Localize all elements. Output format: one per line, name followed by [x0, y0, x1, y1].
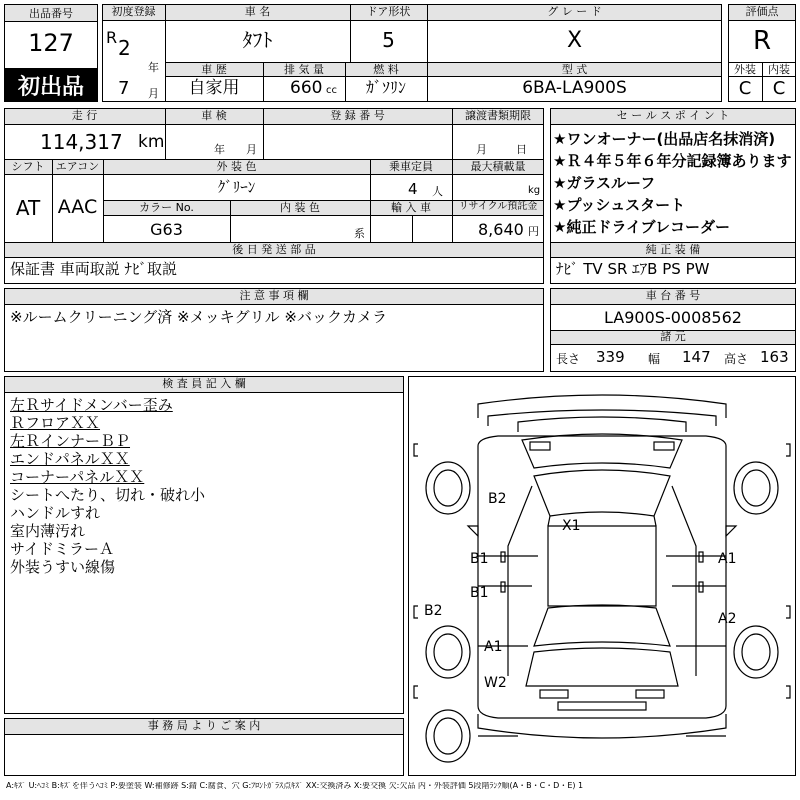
damage-mark: A1	[718, 551, 737, 567]
recycle-unit: 円	[528, 225, 539, 238]
damage-mark: B2	[488, 491, 507, 507]
sales-point: ★ガラスルーフ	[553, 174, 656, 192]
ac-label: エアコン	[55, 160, 100, 173]
inspector-note: ＲフロアＸＸ	[10, 414, 101, 432]
damage-mark: X1	[562, 518, 581, 534]
height-label: 高さ	[724, 352, 749, 366]
ext-color-value: ｸﾞﾘｰﾝ	[217, 178, 256, 196]
equip-label: 純 正 装 備	[645, 243, 701, 256]
sales-point: ★Ｒ４年５年６年分記録簿あります	[553, 152, 792, 170]
reg-month: 7	[118, 78, 130, 99]
score-value: R	[752, 26, 772, 56]
damage-mark: B1	[470, 551, 489, 567]
door-label: ドア形状	[366, 5, 411, 18]
office-label: 事 務 局 よ り ご 案 内	[147, 719, 261, 732]
mileage-value: 114,317	[40, 130, 123, 154]
color-no-label: カラー No.	[139, 201, 194, 214]
inspector-notes	[10, 396, 400, 576]
first-listing-badge: 初出品	[5, 68, 97, 102]
inspector-note: 外装うすい線傷	[10, 558, 116, 576]
era: R	[106, 28, 118, 47]
inspector-note: エンドパネルＸＸ	[10, 450, 130, 468]
inspector-note: 室内薄汚れ	[10, 522, 86, 540]
color-no-value: G63	[150, 220, 183, 239]
mileage-label: 走 行	[71, 109, 98, 122]
model-value: 6BA-LA900S	[522, 78, 627, 98]
inspector-label: 検 査 員 記 入 欄	[162, 377, 246, 390]
sales-points-label: セ ー ル ス ポ イ ン ト	[616, 109, 730, 122]
fuel-label: 燃 料	[373, 63, 399, 76]
sales-points-list	[553, 128, 795, 238]
dims-label: 諸 元	[660, 330, 686, 343]
displacement-label: 排 気 量	[284, 63, 324, 76]
transfer-label: 譲渡書類期限	[465, 109, 531, 122]
displacement-value: 660	[290, 78, 323, 98]
mileage-unit: km	[138, 132, 165, 152]
door-value: 5	[382, 28, 395, 52]
length-value: 339	[596, 348, 625, 366]
ext-color-label: 外 装 色	[216, 160, 257, 173]
chassis-number: LA900S-0008562	[604, 308, 742, 327]
transfer-month-unit: 月	[476, 143, 487, 156]
import-label: 輸 入 車	[391, 201, 431, 214]
damage-mark: A1	[484, 639, 503, 655]
max-load-label: 最大積載量	[470, 160, 526, 173]
inspector-note: シートへたり、切れ・破れ小	[10, 486, 206, 504]
inspector-note: サイドミラーＡ	[10, 540, 114, 558]
inspector-note: コーナーパネルＸＸ	[10, 468, 145, 486]
damage-mark: A2	[718, 611, 737, 627]
capacity-label: 乗車定員	[389, 160, 433, 173]
sales-point: ★ワンオーナー(出品店名抹消済)	[553, 130, 776, 148]
lot-label: 出品番号	[5, 5, 97, 22]
capacity-unit: 人	[432, 185, 443, 198]
damage-mark: W2	[484, 675, 507, 691]
caution-text: ※ルームクリーニング済 ※メッキグリル ※バックカメラ	[10, 308, 387, 326]
caution-label: 注 意 事 項 欄	[239, 289, 309, 302]
length-label: 長さ	[556, 352, 581, 366]
int-color-unit: 系	[354, 227, 365, 240]
damage-mark: B2	[424, 603, 443, 619]
year-unit: 年	[148, 61, 159, 74]
car-name-label: 車 名	[244, 5, 271, 18]
car-diagram	[408, 376, 796, 776]
month-unit: 月	[148, 87, 159, 100]
recycle-label: リサイクル預託金	[458, 201, 538, 212]
shift-value: AT	[15, 196, 41, 220]
max-load-unit: kg	[528, 185, 541, 196]
grade-label: グ レ ー ド	[547, 5, 602, 18]
interior-grade: C	[772, 78, 786, 99]
legend-text: A:ｷｽﾞ U:ﾍｺﾐ B:ｷｽﾞを伴うﾍｺﾐ P:要塗装 W:補修跡 S:錆 C:腐食、穴 G:ﾌﾛﾝﾄｶﾞﾗｽ点ｷｽﾞ XX:交換済み X:要交換 欠:欠品 内・外装評価 5段階ﾗﾝｸ順(A・B・C・D・E) 1	[6, 782, 584, 790]
car-name: ﾀﾌﾄ	[242, 28, 273, 52]
capacity-value: 4	[408, 180, 418, 198]
inspector-note: 左ＲインナーＢＰ	[10, 432, 131, 450]
sales-point: ★プッシュスタート	[553, 196, 686, 214]
interior-label: 内装	[768, 63, 790, 76]
sales-point: ★純正ドライブレコーダー	[553, 218, 730, 236]
transfer-day-unit: 日	[516, 143, 527, 156]
exterior-label: 外装	[734, 63, 756, 76]
recycle-value: 8,640	[478, 220, 524, 239]
first-reg-label: 初度登録	[111, 5, 156, 18]
score-label: 評価点	[745, 5, 779, 18]
insp-month-unit: 月	[246, 143, 257, 156]
height-value: 163	[760, 348, 789, 366]
displacement-unit: cc	[326, 85, 337, 96]
chassis-label: 車 台 番 号	[645, 289, 701, 302]
grade-value: X	[566, 28, 583, 53]
history-value: 自家用	[188, 78, 240, 98]
equip-value: ﾅﾋﾞ TV SR ｴｱB PS PW	[556, 260, 710, 278]
inspection-label: 車 検	[201, 109, 227, 122]
model-label: 型 式	[561, 63, 588, 76]
history-label: 車 歴	[201, 63, 227, 76]
insp-year-unit: 年	[214, 143, 225, 156]
width-label: 幅	[648, 352, 661, 366]
lot-number: 127	[28, 29, 74, 57]
inspector-note: 左Ｒサイドメンバー歪み	[10, 396, 173, 414]
exterior-grade: C	[738, 78, 752, 99]
reg-year: 2	[118, 36, 131, 60]
delivery-label: 後 日 発 送 部 品	[232, 243, 316, 256]
width-value: 147	[682, 348, 711, 366]
damage-mark: B1	[470, 585, 489, 601]
shift-label: シフト	[11, 160, 45, 173]
int-color-label: 内 装 色	[280, 201, 320, 214]
fuel-value: ｶﾞｿﾘﾝ	[365, 78, 406, 97]
delivery-value: 保証書 車両取説 ﾅﾋﾞ取説	[10, 260, 178, 278]
ac-value: AAC	[57, 196, 98, 218]
inspector-note: ハンドルすれ	[10, 504, 101, 522]
lot-number-cell	[4, 4, 98, 102]
reg-no-label: 登 録 番 号	[330, 109, 385, 122]
